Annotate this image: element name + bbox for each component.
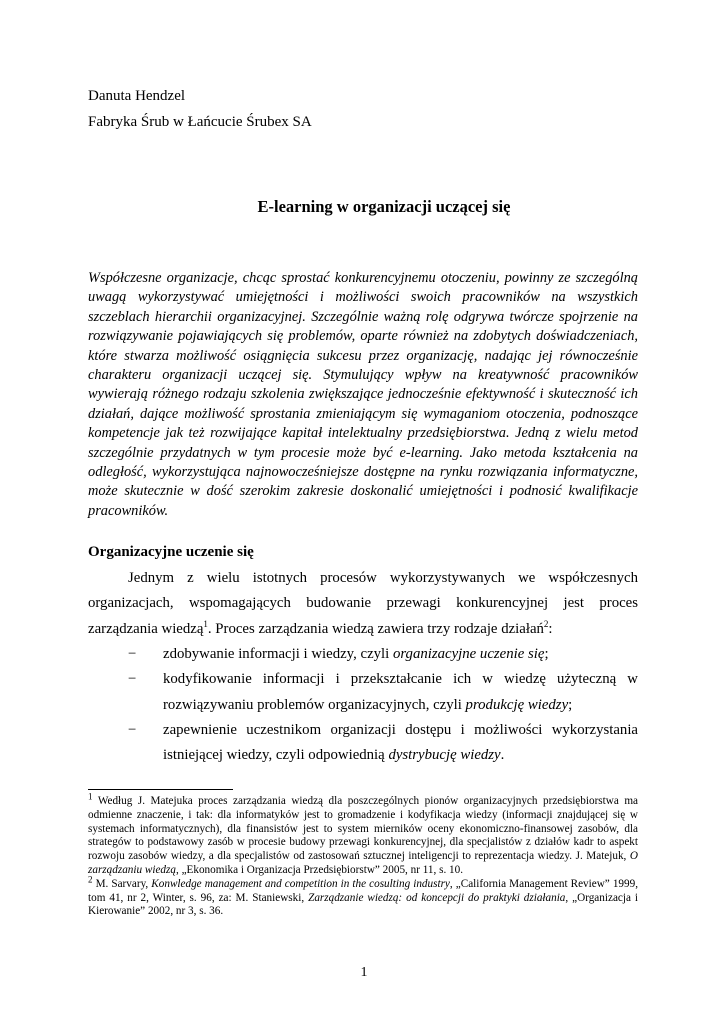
footnote-1: $^1$ Według J. Matejuka proces zarządzania wiedzą dla poszczególnych pionów organizacyjnych przedsiębiorstwa ma odmienne znaczenie, i tak: dla informatyków jest to gromadzenie i kodyfikacja wiedzy (informacji znajdującej się w systemach informatycznych), dla finansistów jest to system mierników oceny ekonomiczno-finansowej zasobów, dla strategów to podstawowy zasób w procesie budowy przewagi konkurencyjnej, dla specjalistów z działów kadr to aspekt rozwoju zasobów wiedzy, a dla specjalistów od zastosowań sztucznej inteligencji to reprezentacja wiedzy. J. Matejuk, O zarządzaniu wiedzą, „Ekonomika i Organizacja Przedsiębiorstw” 2005, nr 11, s. 10. xyxy=(88,791,638,876)
author-name: Danuta Hendzel xyxy=(88,88,186,104)
footnote-separator xyxy=(88,789,233,790)
page-number-text: 1 xyxy=(360,965,368,980)
footnote-mark: 2 xyxy=(88,874,93,885)
footnote-mark: 1 xyxy=(88,791,93,802)
list-item-emphasis: dystrybucję wiedzy xyxy=(388,747,501,764)
author-affiliation: Fabryka Śrub w Łańcucie Śrubex SA xyxy=(88,114,312,130)
dash-bullet: − xyxy=(128,646,137,662)
footnote-ref-1[interactable]: 1 xyxy=(203,618,208,629)
para-text-3: : xyxy=(548,620,553,637)
list-item: − kodyfikowanie informacji i przekształcanie ich w wiedzę użyteczną w rozwiązywaniu problemów organizacyjnych, czyli produkcję wiedzy; xyxy=(88,667,638,718)
list-item: − zdobywanie informacji i wiedzy, czyli organizacyjne uczenie się; xyxy=(88,642,638,667)
body-paragraph xyxy=(88,566,638,642)
list-item-emphasis: produkcję wiedzy xyxy=(465,696,569,713)
section-heading: Organizacyjne uczenie się xyxy=(88,544,254,560)
footnote-2: $^2$ M. Sarvary, Konwledge management and competition in the cosulting industry, „California Management Review” 1999, tom 41, nr 2, Winter, s. 96, za: M. Staniewski, Zarządzanie wiedzą: od koncepcji do praktyki działania, „Organizacja i Kierowanie” 2002, nr 3, s. 36. xyxy=(88,874,638,918)
footnote-ref-2[interactable]: 2 xyxy=(543,618,549,629)
list-item-emphasis: organizacyjne uczenie się xyxy=(392,646,545,662)
abstract: Współczesne organizacje, chcąc sprostać konkurencyjnemu otoczeniu, powinny ze szczególną uwagą wykorzystywać umiejętności i możliwości swoich pracowników na wszystkich szczeblach hierarchii organizacyjnej. Szczególnie ważną rolę odgrywa twórcze spojrzenie na rozwiązywanie pojawiających się problemów, oparte również na zdobytych doświadczeniach, które stwarza możliwość osiągnięcia sukcesu przez organizację, nadając jej równocześnie charakteru organizacji uczącej się. Stymulujący wpływ na kreatywność pracowników wywierają różnego rodzaju szkolenia zwiększające jednocześnie efektywność i skuteczność ich działań, dające możliwość sprostania zmieniającym się wymaganiom otoczenia, podnoszące kompetencje jak też rozwijające kapitał intelektualny przedsiębiorstwa. Jedną z wielu metod szczególnie przydatnych w tym procesie może być e-learning. Jako metoda kształcenia na odległość, wykorzystująca najnowocześniejsze dostępne na rynku rozwiązania informatyczne, może skutecznie w dość szerokim zakresie doskonalić umiejętności i podnosić kwalifikacje pracowników. xyxy=(88,270,638,519)
footnotes xyxy=(88,791,638,919)
para-text-1: Jednym z wielu istotnych procesów wykorzystywanych we współczesnych organizacjach, wspomagających budowanie przewagi konkurencyjnej jest proces zarządzania wiedzą xyxy=(88,570,638,637)
list-item: − zapewnienie uczestnikom organizacji dostępu i możliwości wykorzystania istniejącej wiedzy, czyli odpowiednią dystrybucję wiedzy. xyxy=(88,718,638,769)
dash-bullet: − xyxy=(128,671,137,688)
paper-title xyxy=(0,197,724,217)
para-text-2: . Proces zarządzania wiedzą zawiera trzy rodzaje działań xyxy=(207,620,544,637)
dash-bullet: − xyxy=(128,721,137,738)
paper-title-text: E-learning w organizacji uczącej się xyxy=(257,197,511,216)
page-number xyxy=(0,965,724,981)
activity-list xyxy=(88,642,638,768)
